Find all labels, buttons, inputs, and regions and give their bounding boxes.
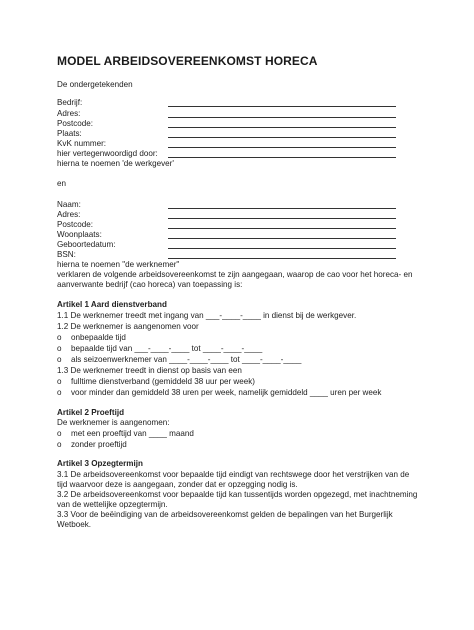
article-3-1-line-2: tijd waarvoor deze is aangegaan, zonder dat er opzegging nodig is. <box>57 480 298 489</box>
article-2-heading: Artikel 2 Proeftijd <box>57 408 125 417</box>
bullet-marker: o <box>57 377 62 386</box>
field-label-kvk: KvK nummer: <box>57 139 107 148</box>
article-3-2-line-1: 3.2 De arbeidsovereenkomst voor bepaalde tijd kan tussentijds worden opgezegd, met inachtneming <box>57 490 418 499</box>
intro-text: De ondergetekenden <box>57 80 133 89</box>
option-parttime: voor minder dan gemiddeld 38 uren per week, namelijk gemiddeld ____ uren per week <box>71 388 382 397</box>
option-met-proeftijd: met een proeftijd van ____ maand <box>71 429 194 438</box>
article-3-2-line-2: van de wettelijke opzegtermijn. <box>57 500 168 509</box>
field-label-bedrijf: Bedrijf: <box>57 98 83 107</box>
and-text: en <box>57 179 67 188</box>
field-label-bsn: BSN: <box>57 250 76 259</box>
field-label-geboortedatum: Geboortedatum: <box>57 240 116 249</box>
option-bepaalde-tijd: bepaalde tijd van ___-____-____ tot ____-____-____ <box>71 344 263 353</box>
field-line-plaats <box>168 137 396 138</box>
field-label-adres-2: Adres: <box>57 210 81 219</box>
option-fulltime: fulltime dienstverband (gemiddeld 38 uur per week) <box>71 377 256 386</box>
article-1-3: 1.3 De werknemer treedt in dienst op basis van een <box>57 366 242 375</box>
article-3-1-line-1: 3.1 De arbeidsovereenkomst voor bepaalde tijd eindigt van rechtswege door het verstrijken van de <box>57 470 410 479</box>
field-line-bedrijf <box>168 106 396 107</box>
option-seizoenwerknemer: als seizoenwerknemer van ____-____-____ tot ____-____-____ <box>71 355 302 364</box>
field-line-geboortedatum <box>168 248 396 249</box>
article-1-heading: Artikel 1 Aard dienstverband <box>57 300 167 309</box>
bullet-marker: o <box>57 429 62 438</box>
field-label-postcode-2: Postcode: <box>57 220 93 229</box>
article-2-intro: De werknemer is aangenomen: <box>57 418 170 427</box>
field-line-postcode-2 <box>168 228 396 229</box>
field-line-kvk <box>168 147 396 148</box>
bullet-marker: o <box>57 344 62 353</box>
option-onbepaalde-tijd: onbepaalde tijd <box>71 333 126 342</box>
bullet-marker: o <box>57 333 62 342</box>
field-label-naam: Naam: <box>57 200 81 209</box>
field-line-naam <box>168 208 396 209</box>
bullet-marker: o <box>57 440 62 449</box>
field-label-vertegenwoordigd: hier vertegenwoordigd door: <box>57 149 158 158</box>
bullet-marker: o <box>57 355 62 364</box>
field-label-adres: Adres: <box>57 109 81 118</box>
document-title: MODEL ARBEIDSOVEREENKOMST HORECA <box>57 54 318 68</box>
article-3-3-line-1: 3.3 Voor de beëindiging van de arbeidsovereenkomst gelden de bepalingen van het Burgerlijk <box>57 510 393 519</box>
employer-note: hierna te noemen 'de werkgever' <box>57 159 174 168</box>
employee-note: hierna te noemen "de werknemer" <box>57 260 180 269</box>
article-3-heading: Artikel 3 Opzegtermijn <box>57 459 143 468</box>
field-line-postcode <box>168 127 396 128</box>
bullet-marker: o <box>57 388 62 397</box>
field-line-vertegenwoordigd <box>168 157 396 158</box>
declaration-line-2: aanverwante bedrijf (cao horeca) van toepassing is: <box>57 280 243 289</box>
field-label-plaats: Plaats: <box>57 129 82 138</box>
field-line-adres <box>168 117 396 118</box>
field-line-woonplaats <box>168 238 396 239</box>
article-3-3-line-2: Wetboek. <box>57 520 92 529</box>
article-1-2: 1.2 De werknemer is aangenomen voor <box>57 322 199 331</box>
field-line-bsn <box>168 258 396 259</box>
article-1-1: 1.1 De werknemer treedt met ingang van ___-____-____ in dienst bij de werkgever. <box>57 311 357 320</box>
field-label-woonplaats: Woonplaats: <box>57 230 102 239</box>
field-line-adres-2 <box>168 218 396 219</box>
field-label-postcode: Postcode: <box>57 119 93 128</box>
option-zonder-proeftijd: zonder proeftijd <box>71 440 127 449</box>
declaration-line-1: verklaren de volgende arbeidsovereenkomst te zijn aangegaan, waarop de cao voor het horeca- en <box>57 270 413 279</box>
